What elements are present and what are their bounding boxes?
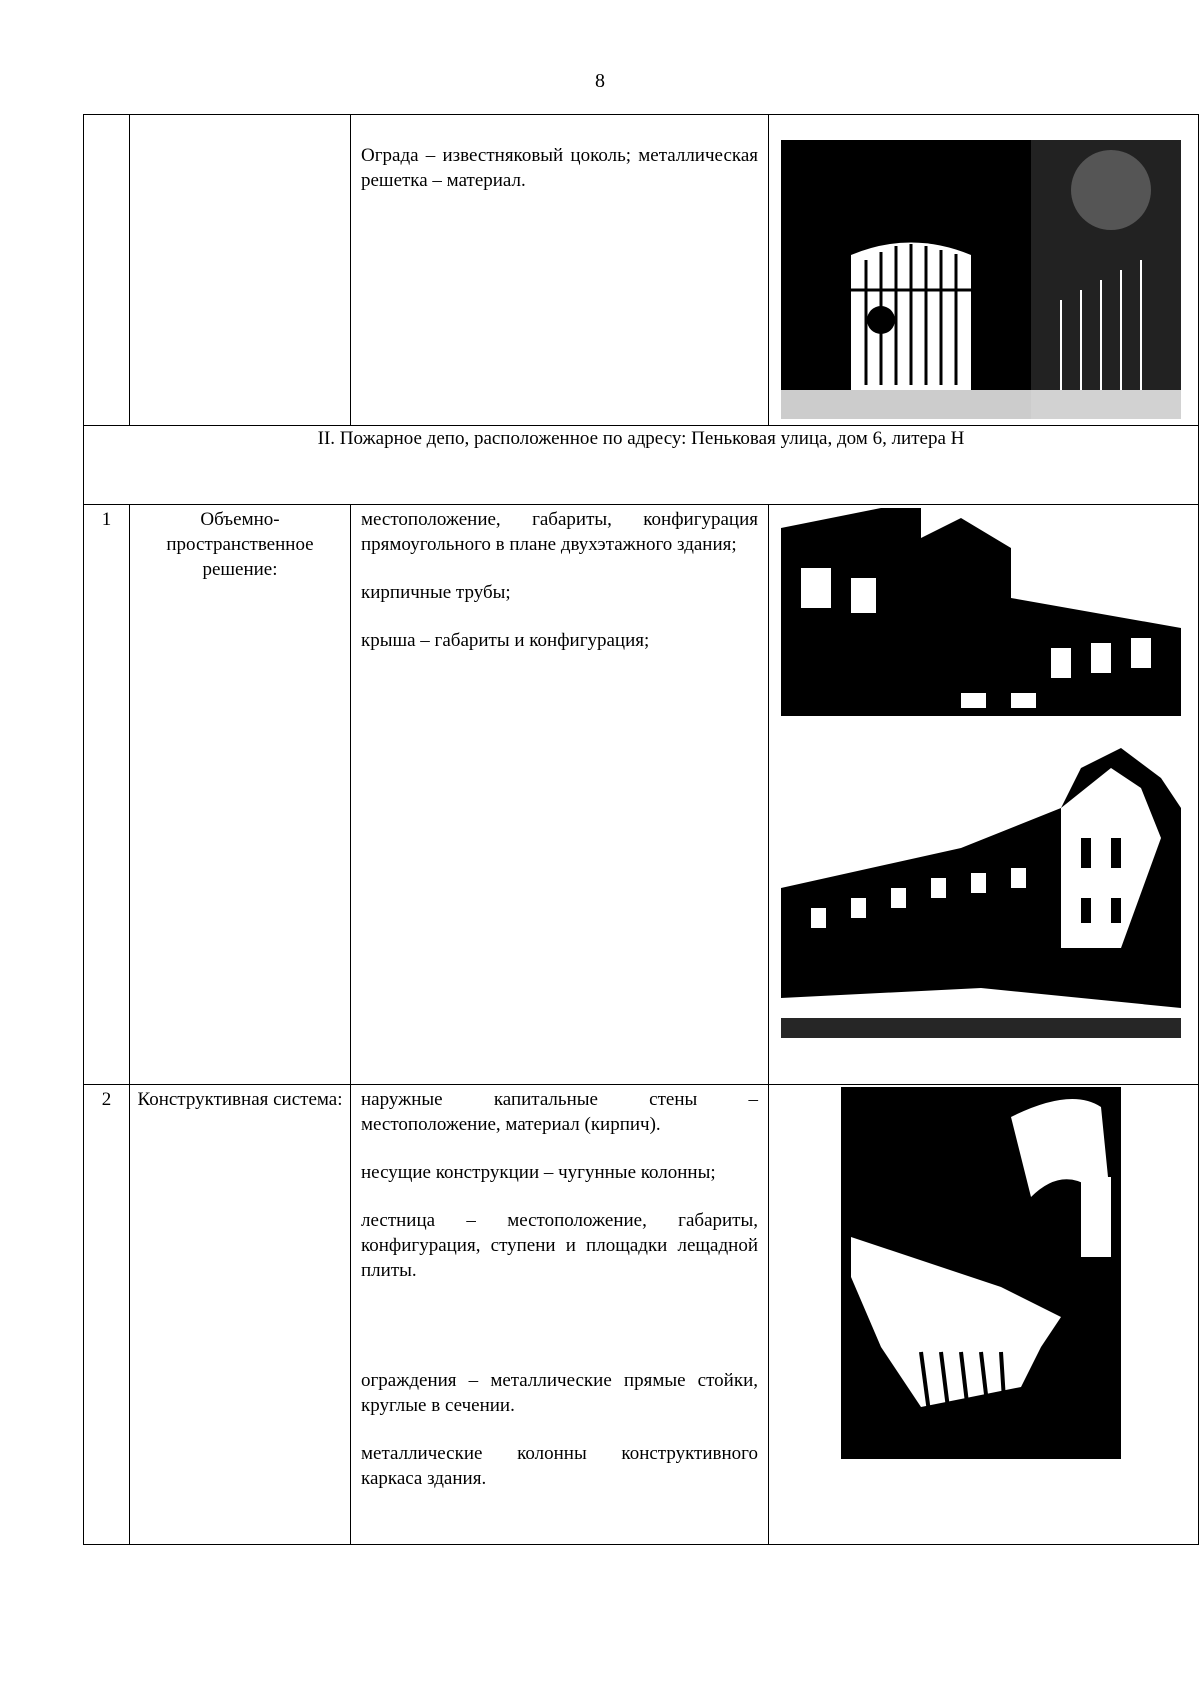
photo-fire-depot-facade xyxy=(781,508,1181,716)
section-header-row xyxy=(84,426,1199,505)
row-description-cell xyxy=(351,505,769,1085)
description-item: наружные капитальные стены – местоположение, материал (кирпич). xyxy=(361,1089,758,1135)
row-element-cell: Конструктивная система: xyxy=(130,1085,351,1545)
description-item: несущие конструкции – чугунные колонны; xyxy=(361,1162,716,1183)
description-item: Ограда – известняковый цоколь; металлическая решетка – материал. xyxy=(361,145,758,191)
row-photo-cell xyxy=(769,115,1199,426)
row-element-cell: Объемно-пространственное решение: xyxy=(130,505,351,1085)
photo-fence-gate xyxy=(781,140,1181,419)
page-number: 8 xyxy=(595,70,605,92)
row-number-cell: 1 xyxy=(84,505,130,1085)
row-description-cell xyxy=(351,115,769,426)
photo-staircase xyxy=(841,1087,1121,1459)
description-item: кирпичные трубы; xyxy=(361,582,511,603)
row-number-cell: 2 xyxy=(84,1085,130,1545)
row-number-cell xyxy=(84,115,130,426)
description-item: металлические колонны конструктивного каркаса здания. xyxy=(361,1443,758,1489)
photo-fire-depot-side xyxy=(781,748,1181,1038)
row-photo-cell xyxy=(769,1085,1199,1545)
section-title: II. Пожарное депо, расположенное по адресу: Пеньковая улица, дом 6, литера Н xyxy=(84,426,1199,505)
description-item: лестница – местоположение, габариты, конфигурация, ступени и площадки лещадной плиты. xyxy=(361,1210,758,1281)
description-item: местоположение, габариты, конфигурация прямоугольного в плане двухэтажного здания; xyxy=(361,509,758,555)
protected-features-table xyxy=(83,114,1199,1545)
table-row xyxy=(84,115,1199,426)
description-item: ограждения – металлические прямые стойки, круглые в сечении. xyxy=(361,1370,758,1416)
row-description-cell xyxy=(351,1085,769,1545)
row-element-cell xyxy=(130,115,351,426)
table-row xyxy=(84,505,1199,1085)
description-item: крыша – габариты и конфигурация; xyxy=(361,630,650,651)
table-row xyxy=(84,1085,1199,1545)
row-photo-cell xyxy=(769,505,1199,1085)
